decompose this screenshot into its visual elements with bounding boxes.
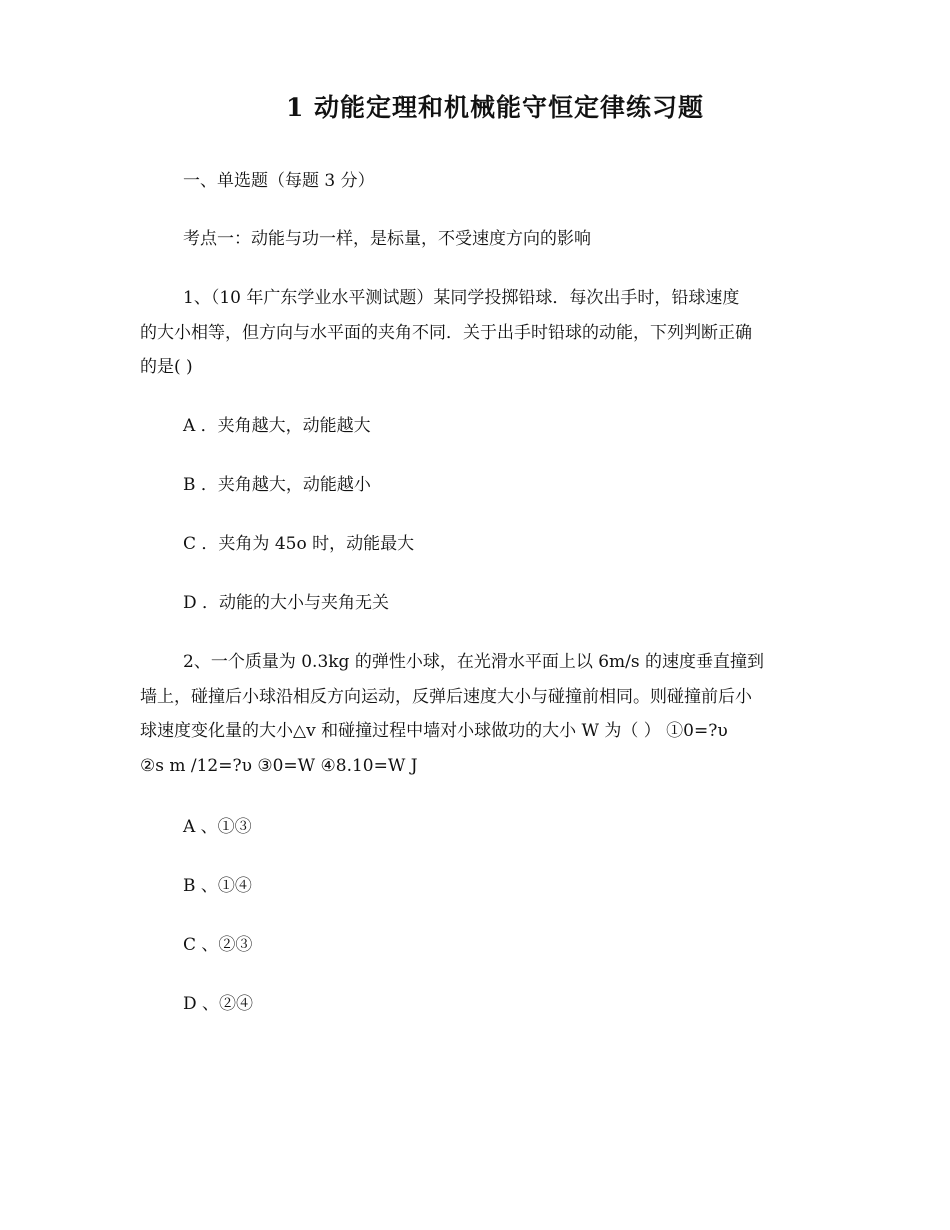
question-2-option-c: C 、②③ xyxy=(183,935,253,955)
question-1-option-c: C ．夹角为 45o 时，动能最大 xyxy=(183,534,415,554)
question-1-line-2: 的大小相等，但方向与水平面的夹角不同．关于出手时铅球的动能，下列判断正确 xyxy=(140,322,752,343)
question-1-line-3: 的是( ) xyxy=(140,357,193,377)
question-1-line-1: 1、（10 年广东学业水平测试题）某同学投掷铅球．每次出手时，铅球速度 xyxy=(183,288,740,308)
document-title: 1 动能定理和机械能守恒定律练习题 xyxy=(285,93,705,122)
section-heading: 一、单选题（每题 3 分） xyxy=(183,171,375,191)
question-1-option-b: B ．夹角越大，动能越小 xyxy=(183,475,371,495)
question-2-option-d: D 、②④ xyxy=(183,994,254,1014)
question-2-option-a: A 、①③ xyxy=(183,817,252,837)
question-2-line-2: 墙上，碰撞后小球沿相反方向运动，反弹后速度大小与碰撞前相同。则碰撞前后小 xyxy=(140,686,752,707)
question-1-option-d: D ．动能的大小与夹角无关 xyxy=(183,593,390,613)
question-2-option-b: B 、①④ xyxy=(183,876,252,896)
question-2-line-1: 2、一个质量为 0.3kg 的弹性小球，在光滑水平面上以 6m/s 的速度垂直撞到 xyxy=(183,652,765,672)
question-2-line-4: ②s m /12=?υ ③0=W ④8.10=W J xyxy=(140,755,418,776)
question-2-text xyxy=(140,645,812,783)
question-1-text xyxy=(140,281,812,385)
question-1-option-a: A ．夹角越大，动能越大 xyxy=(183,416,371,436)
topic-line: 考点一：动能与功一样，是标量，不受速度方向的影响 xyxy=(183,229,591,249)
question-2-line-3: 球速度变化量的大小△v 和碰撞过程中墙对小球做功的大小 W 为（ ） ①0=?υ xyxy=(140,721,728,741)
